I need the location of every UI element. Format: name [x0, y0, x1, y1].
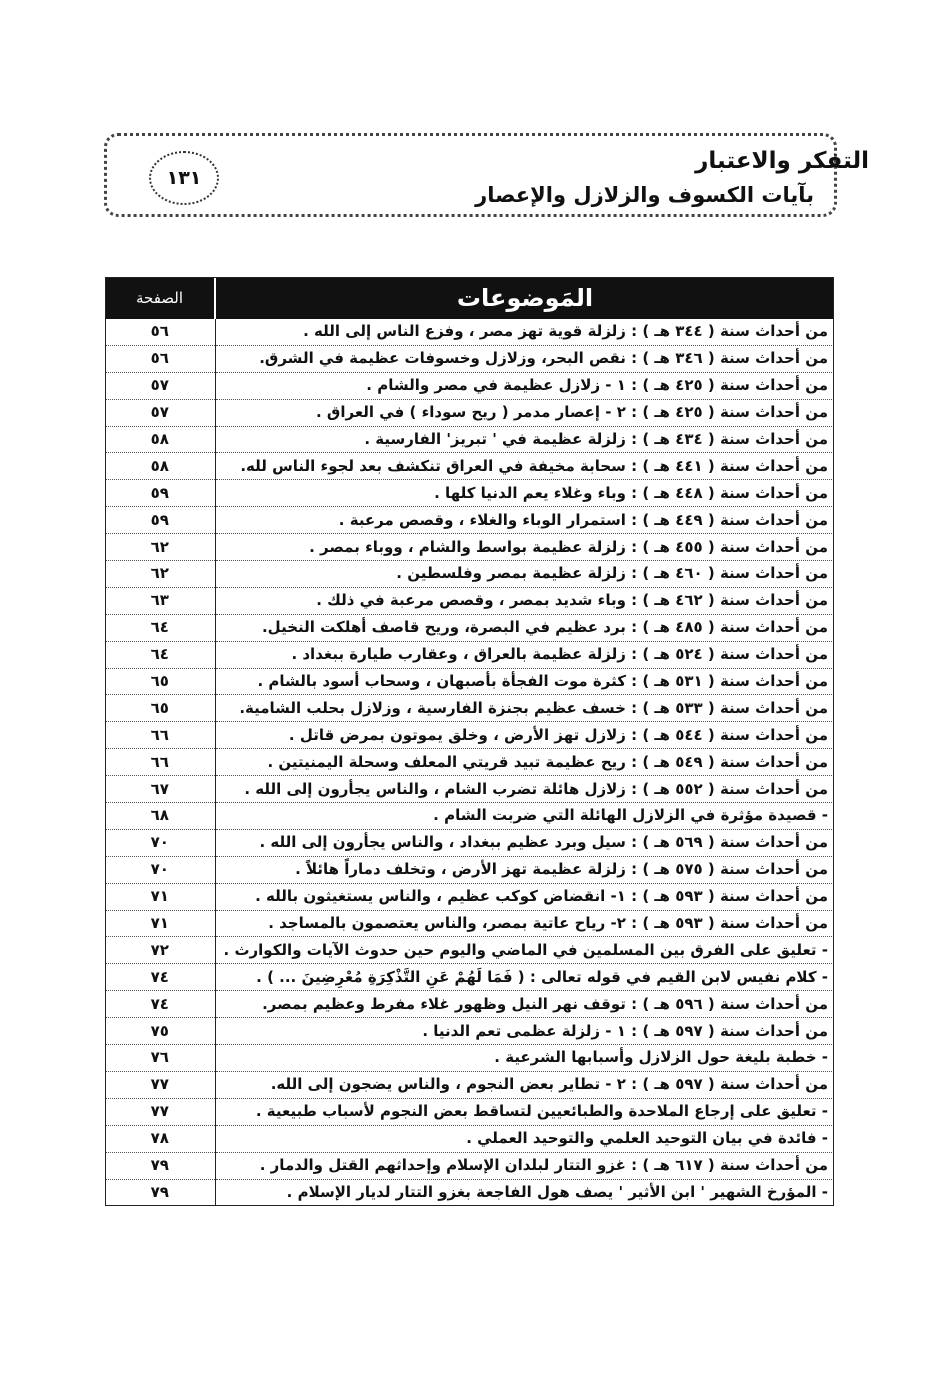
topic-cell: من أحداث سنة ( ٤٤١ هـ ) : سحابة مخيفة في العراق تنكشف بعد لجوء الناس لله.	[215, 453, 834, 480]
page-cell: ٧٩	[105, 1179, 215, 1206]
topic-cell: من أحداث سنة ( ٥٤٤ هـ ) : زلازل تهز الأرض ، وخلق يموتون بمرض قاتل .	[215, 722, 834, 749]
topic-cell: - المؤرخ الشهير ' ابن الأثير ' يصف هول الفاجعة بغزو التتار لديار الإسلام .	[215, 1179, 834, 1206]
table-row	[105, 722, 834, 749]
page-cell: ٥٧	[105, 399, 215, 426]
page-cell: ٦٤	[105, 641, 215, 668]
topic-cell: - قصيدة مؤثرة في الزلازل الهائلة التي ضربت الشام .	[215, 803, 834, 830]
topics-column-header: المَوضوعات	[215, 277, 834, 319]
page-cell: ٦٦	[105, 722, 215, 749]
table-row	[105, 991, 834, 1018]
page-cell: ٧٤	[105, 991, 215, 1018]
page-cell: ٦٧	[105, 776, 215, 803]
table-row	[105, 453, 834, 480]
table-row	[105, 776, 834, 803]
page-cell: ٧٥	[105, 1018, 215, 1045]
topic-cell: من أحداث سنة ( ٥٣١ هـ ) : كثرة موت الفجأة بأصبهان ، وسحاب أسود بالشام .	[215, 668, 834, 695]
table-row	[105, 1071, 834, 1098]
page-number: ١٣١	[149, 151, 219, 205]
table-row	[105, 641, 834, 668]
topic-cell: من أحداث سنة ( ٦١٧ هـ ) : غزو التتار لبلدان الإسلام وإحداثهم القتل والدمار .	[215, 1152, 834, 1179]
topic-cell: من أحداث سنة ( ٤٨٥ هـ ) : برد عظيم في البصرة، وريح قاصف أهلكت النخيل.	[215, 614, 834, 641]
contents-header-row	[105, 277, 834, 319]
page-cell: ٧٢	[105, 937, 215, 964]
page-cell: ٦٦	[105, 749, 215, 776]
page-cell: ٦٤	[105, 614, 215, 641]
page-cell: ٦٣	[105, 587, 215, 614]
page-cell: ٥٩	[105, 480, 215, 507]
topic-cell: - خطبة بليغة حول الزلازل وأسبابها الشرعية .	[215, 1045, 834, 1072]
page-column-header: الصفحة	[105, 277, 215, 319]
page-cell: ٧١	[105, 883, 215, 910]
page-cell: ٥٩	[105, 507, 215, 534]
table-row	[105, 561, 834, 588]
topic-cell: - كلام نفيس لابن القيم في قوله تعالى : ( فَمَا لَهُمْ عَنِ التَّذْكِرَةِ مُعْرِضِينَ ... ) .	[215, 964, 834, 991]
table-row	[105, 668, 834, 695]
table-row	[105, 829, 834, 856]
topic-cell: من أحداث سنة ( ٥٥٢ هـ ) : زلازل هائلة تضرب الشام ، والناس يجأرون إلى الله .	[215, 776, 834, 803]
topic-cell: من أحداث سنة ( ٤٤٩ هـ ) : استمرار الوباء والغلاء ، وقصص مرعبة .	[215, 507, 834, 534]
topic-cell: من أحداث سنة ( ٥٢٤ هـ ) : زلزلة عظيمة بالعراق ، وعقارب طيارة ببغداد .	[215, 641, 834, 668]
topic-cell: من أحداث سنة ( ٤٢٥ هـ ) : ٢ - إعصار مدمر ( ريح سوداء ) في العراق .	[215, 399, 834, 426]
topic-cell: من أحداث سنة ( ٣٤٤ هـ ) : زلزلة قوية تهز مصر ، وفزع الناس إلى الله .	[215, 319, 834, 345]
topic-cell: من أحداث سنة ( ٤٢٥ هـ ) : ١ - زلازل عظيمة في مصر والشام .	[215, 372, 834, 399]
table-row	[105, 937, 834, 964]
topic-cell: من أحداث سنة ( ٥٦٩ هـ ) : سيل وبرد عظيم ببغداد ، والناس يجأرون إلى الله .	[215, 829, 834, 856]
topic-cell: من أحداث سنة ( ٤٤٨ هـ ) : وباء وغلاء يعم الدنيا كلها .	[215, 480, 834, 507]
page-cell: ٧٨	[105, 1125, 215, 1152]
table-row	[105, 372, 834, 399]
table-row	[105, 1125, 834, 1152]
page-cell: ٥٨	[105, 426, 215, 453]
topic-cell: - فائدة في بيان التوحيد العلمي والتوحيد العملي .	[215, 1125, 834, 1152]
table-row	[105, 803, 834, 830]
page-cell: ٥٦	[105, 345, 215, 372]
table-row	[105, 1098, 834, 1125]
page-cell: ٦٢	[105, 561, 215, 588]
table-row	[105, 910, 834, 937]
topic-cell: - تعليق على إرجاع الملاحدة والطبائعيين لتساقط بعض النجوم لأسباب طبيعية .	[215, 1098, 834, 1125]
table-row	[105, 695, 834, 722]
page-cell: ٥٧	[105, 372, 215, 399]
table-row	[105, 345, 834, 372]
page-cell: ٦٨	[105, 803, 215, 830]
contents-body	[105, 319, 834, 1206]
page-cell: ٧٠	[105, 856, 215, 883]
table-row	[105, 507, 834, 534]
page-cell: ٧١	[105, 910, 215, 937]
topic-cell: من أحداث سنة ( ٥٩٦ هـ ) : توقف نهر النيل وظهور غلاء مفرط وعظيم بمصر.	[215, 991, 834, 1018]
table-row	[105, 614, 834, 641]
table-row	[105, 1045, 834, 1072]
page-cell: ٧٧	[105, 1098, 215, 1125]
table-row	[105, 1179, 834, 1206]
topic-cell: من أحداث سنة ( ٤٦٠ هـ ) : زلزلة عظيمة بمصر وفلسطين .	[215, 561, 834, 588]
page-cell: ٧٤	[105, 964, 215, 991]
topic-cell: من أحداث سنة ( ٤٥٥ هـ ) : زلزلة عظيمة بواسط والشام ، ووباء بمصر .	[215, 534, 834, 561]
page-cell: ٧٧	[105, 1071, 215, 1098]
table-row	[105, 883, 834, 910]
topic-cell: من أحداث سنة ( ٤٣٤ هـ ) : زلزلة عظيمة في ' تبريز' الفارسية .	[215, 426, 834, 453]
topic-cell: من أحداث سنة ( ٣٤٦ هـ ) : نقص البحر، وزلازل وخسوفات عظيمة في الشرق.	[215, 345, 834, 372]
table-row	[105, 856, 834, 883]
topic-cell: من أحداث سنة ( ٤٦٢ هـ ) : وباء شديد بمصر ، وقصص مرعبة في ذلك .	[215, 587, 834, 614]
page-cell: ٥٦	[105, 319, 215, 345]
table-row	[105, 964, 834, 991]
table-row	[105, 1018, 834, 1045]
page-cell: ٧٩	[105, 1152, 215, 1179]
topic-cell: من أحداث سنة ( ٥٣٣ هـ ) : خسف عظيم بجنزة الفارسية ، وزلازل بحلب الشامية.	[215, 695, 834, 722]
topic-cell: من أحداث سنة ( ٥٧٥ هـ ) : زلزلة عظيمة تهز الأرض ، وتخلف دماراً هائلاً .	[215, 856, 834, 883]
table-row	[105, 534, 834, 561]
table-row	[105, 319, 834, 345]
page-cell: ٧٠	[105, 829, 215, 856]
table-row	[105, 480, 834, 507]
page-cell: ٥٨	[105, 453, 215, 480]
page-cell: ٦٢	[105, 534, 215, 561]
running-header-subtitle: بآيات الكسوف والزلازل والإعصار	[475, 183, 814, 207]
topic-cell: من أحداث سنة ( ٥٩٧ هـ ) : ٢ - تطاير بعض النجوم ، والناس يضجون إلى الله.	[215, 1071, 834, 1098]
page-cell: ٦٥	[105, 668, 215, 695]
topic-cell: من أحداث سنة ( ٥٩٣ هـ ) : ٢- رياح عاتية بمصر، والناس يعتصمون بالمساجد .	[215, 910, 834, 937]
topic-cell: - تعليق على الفرق بين المسلمين في الماضي واليوم حين حدوث الآيات والكوارث .	[215, 937, 834, 964]
page-cell: ٧٦	[105, 1045, 215, 1072]
topic-cell: من أحداث سنة ( ٥٩٧ هـ ) : ١ - زلزلة عظمى تعم الدنيا .	[215, 1018, 834, 1045]
page-cell: ٦٥	[105, 695, 215, 722]
topic-cell: من أحداث سنة ( ٥٩٣ هـ ) : ١- انقضاض كوكب عظيم ، والناس يستغيثون بالله .	[215, 883, 834, 910]
contents-table	[105, 277, 834, 1206]
table-row	[105, 399, 834, 426]
running-header-title: التفكر والاعتبار	[695, 148, 869, 174]
table-row	[105, 426, 834, 453]
table-row	[105, 587, 834, 614]
table-row	[105, 1152, 834, 1179]
topic-cell: من أحداث سنة ( ٥٤٩ هـ ) : ريح عظيمة تبيد قريتي المعلف وسحلة اليمنيتين .	[215, 749, 834, 776]
table-row	[105, 749, 834, 776]
